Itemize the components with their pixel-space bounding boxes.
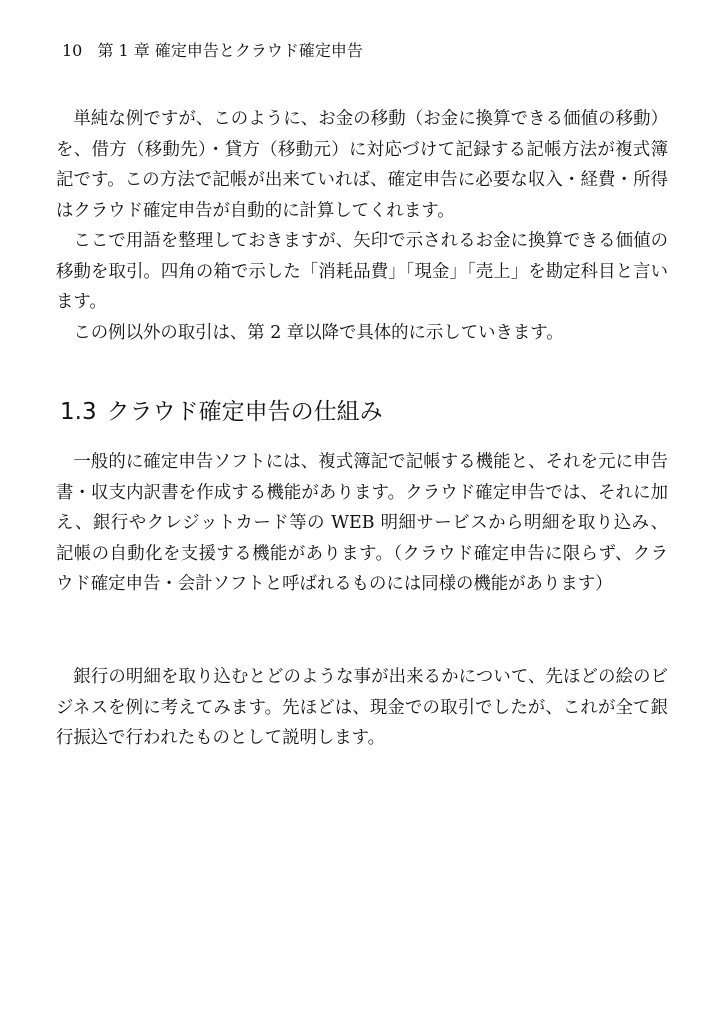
page-number: 10 [62, 41, 83, 60]
section-text-1 [56, 447, 668, 600]
intro-paragraph-3: この例以外の取引は、第 2 章以降で具体的に示していきます。 [73, 322, 564, 343]
intro-paragraph-2: ここで用語を整理しておきますが、矢印で示されるお金に換算できる価値の移動を取引。四角の箱で示した「消耗品費」「現金」「売上」を勘定科目と言います。 [56, 231, 668, 312]
section-number: 1.3 [60, 399, 97, 425]
section-heading [60, 396, 383, 428]
section-text-2 [56, 662, 668, 754]
chapter-label: 第 1 章 [97, 41, 150, 60]
section-title: クラウド確定申告の仕組み [106, 399, 383, 425]
section-paragraph-1: 一般的に確定申告ソフトには、複式簿記で記帳する機能と、それを元に申告書・収支内訳書を作成する機能があります。クラウド確定申告では、それに加え、銀行やクレジットカード等の WEB 明細サービスから明細を取り込み、記帳の自動化を支援する機能があります。（クラウド確定申告に限らず、クラウド確定申告・会計ソフトと呼ばれるものには同様の機能があります） [56, 452, 668, 594]
running-header [62, 40, 363, 62]
intro-text [56, 104, 668, 348]
section-paragraph-2: 銀行の明細を取り込むとどのような事が出来るかについて、先ほどの絵のビジネスを例に考えてみます。先ほどは、現金での取引でしたが、これが全て銀行振込で行われたものとして説明します。 [56, 667, 668, 748]
intro-paragraph-1: 単純な例ですが、このように、お金の移動（お金に換算できる価値の移動）を、借方（移動先）・貸方（移動元）に対応づけて記録する記帳方法が複式簿記です。この方法で記帳が出来ていれば、確定申告に必要な収入・経費・所得はクラウド確定申告が自動的に計算してくれます。 [56, 109, 668, 221]
chapter-title: 確定申告とクラウド確定申告 [154, 41, 363, 60]
